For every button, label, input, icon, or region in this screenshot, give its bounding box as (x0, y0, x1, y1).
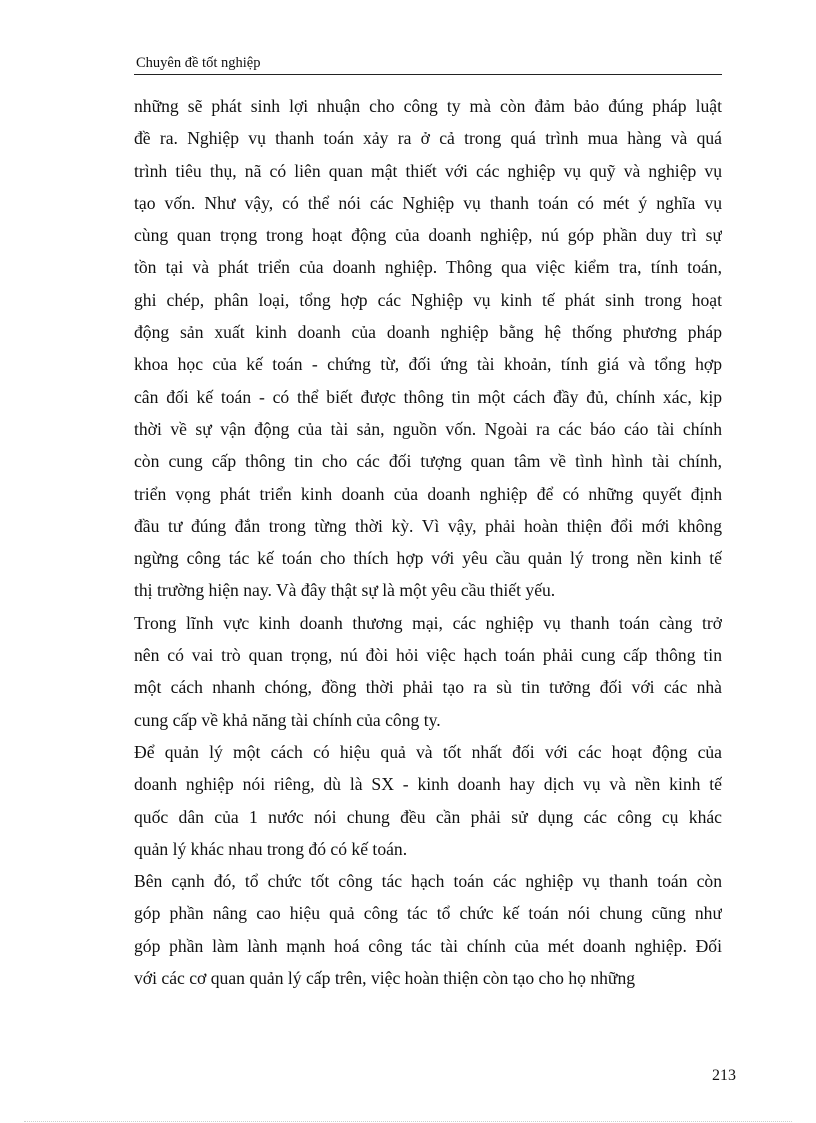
text-line: nên có vai trò quan trọng, nú đòi hỏi việc hạch toán phải cung cấp thông tin (134, 645, 722, 666)
text-line: thời về sự vận động của tài sản, nguồn vốn. Ngoài ra các báo cáo tài chính (134, 418, 722, 439)
text-line: đầu tư đúng đắn trong từng thời kỳ. Vì vậy, phải hoàn thiện đổi mới không (134, 515, 722, 536)
text-line: cung cấp về khả năng tài chính của công ty. (134, 709, 441, 730)
header-title: Chuyên đề tốt nghiệp (136, 55, 261, 71)
text-line: góp phần làm lành mạnh hoá công tác tài chính của mét doanh nghiệp. Đối (134, 935, 722, 956)
text-line: quốc dân của 1 nước nói chung đều cần phải sử dụng các công cụ khác (134, 806, 722, 827)
text-line: triển vọng phát triển kinh doanh của doanh nghiệp để có những quyết định (134, 483, 722, 504)
text-line: ghi chép, phân loại, tổng hợp các Nghiệp vụ kinh tế phát sinh trong hoạt (134, 289, 722, 310)
text-line: góp phần nâng cao hiệu quả công tác tổ chức kế toán nói chung cũng như (134, 903, 722, 924)
text-line: một cách nhanh chóng, đồng thời phải tạo ra sù tin tưởng đối với các nhà (134, 677, 722, 698)
text-line: trình tiêu thụ, nã có liên quan mật thiết với các nghiệp vụ quỹ và nghiệp vụ (134, 160, 722, 181)
page-header (134, 54, 722, 75)
text-line: động sản xuất kinh doanh của doanh nghiệp bằng hệ thống phương pháp (134, 322, 722, 343)
text-line: Để quản lý một cách có hiệu quả và tốt nhất đối với các hoạt động của (134, 741, 722, 762)
text-line: những sẽ phát sinh lợi nhuận cho công ty mà còn đảm bảo đúng pháp luật (134, 96, 722, 116)
text-line: cùng quan trọng trong hoạt động của doanh nghiệp, nú góp phần duy trì sự (134, 225, 722, 246)
text-line: tồn tại và phát triển của doanh nghiệp. Thông qua việc kiểm tra, tính toán, (134, 257, 722, 278)
text-line: doanh nghiệp nói riêng, dù là SX - kinh doanh hay dịch vụ và nền kinh tế (134, 774, 722, 795)
text-line: với các cơ quan quản lý cấp trên, việc hoàn thiện còn tạo cho họ những (134, 968, 636, 989)
text-line: khoa học của kế toán - chứng từ, đối ứng tài khoản, tính giá và tổng hợp (134, 354, 722, 375)
text-line: thị trường hiện nay. Và đây thật sự là một yêu cầu thiết yếu. (134, 580, 556, 601)
text-line: tạo vốn. Như vậy, có thể nói các Nghiệp vụ thanh toán có mét ý nghĩa vụ (134, 192, 722, 213)
text-line: còn cung cấp thông tin cho các đối tượng quan tâm về tình hình tài chính, (134, 451, 722, 472)
text-line: quản lý khác nhau trong đó có kế toán. (134, 838, 408, 859)
text-line: Trong lĩnh vực kinh doanh thương mại, các nghiệp vụ thanh toán càng trở (134, 612, 722, 633)
footer-divider (24, 1121, 792, 1122)
text-line: Bên cạnh đó, tổ chức tốt công tác hạch toán các nghiệp vụ thanh toán còn (134, 871, 722, 892)
text-line: đề ra. Nghiệp vụ thanh toán xảy ra ở cả trong quá trình mua hàng và quá (134, 128, 722, 149)
text-line: ngừng công tác kế toán cho thích hợp với yêu cầu quản lý trong nền kinh tế (134, 548, 722, 569)
page-number: 213 (712, 1067, 736, 1084)
body-text (134, 90, 722, 994)
text-line: cân đối kế toán - có thể biết được thông tin một cách đầy đủ, chính xác, kịp (134, 386, 722, 407)
